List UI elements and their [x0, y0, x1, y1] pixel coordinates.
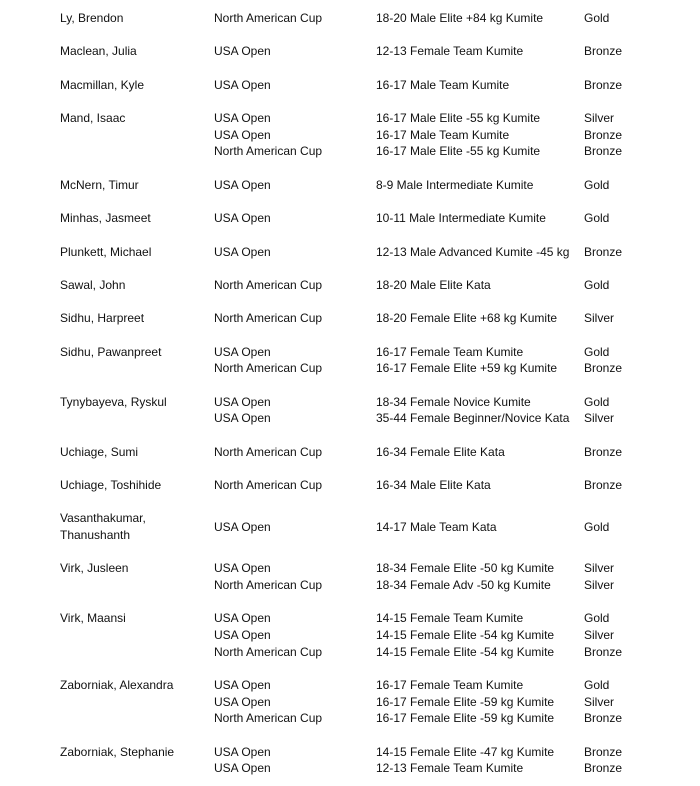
division-name: 16-17 Female Team Kumite	[376, 678, 524, 692]
athlete-entries	[214, 560, 700, 593]
medal-result: Bronze	[584, 144, 623, 159]
medal-result: Silver	[584, 411, 615, 426]
medal-result: Gold	[584, 211, 610, 226]
athlete-row	[0, 277, 700, 294]
division-name: 18-34 Female Adv -50 kg Kumite	[376, 578, 551, 593]
athlete-row	[0, 510, 700, 543]
athlete-entries	[214, 177, 700, 194]
division-name: 14-17 Male Team Kata	[376, 519, 497, 534]
result-entry	[214, 43, 700, 60]
event-name: USA Open	[214, 744, 271, 759]
result-entry	[214, 710, 700, 727]
athlete-name: Tynybayeva, Ryskul	[60, 394, 167, 409]
athlete-row	[0, 344, 700, 377]
event-name: USA Open	[214, 694, 271, 709]
medal-results-list	[0, 10, 700, 777]
medal-result: Silver	[584, 628, 615, 643]
athlete-entries	[214, 110, 700, 160]
athlete-entries	[214, 444, 700, 461]
athlete-row	[0, 244, 700, 261]
event-name: USA Open	[214, 77, 271, 92]
athlete-row	[0, 444, 700, 461]
division-name: 12-13 Female Team Kumite	[376, 761, 524, 776]
division-name: 16-17 Female Elite -59 kg Kumite	[376, 694, 555, 709]
result-entry	[214, 560, 700, 577]
athlete-name: Vasanthakumar, Thanushanth	[60, 511, 146, 543]
athlete-entries	[214, 244, 700, 261]
result-entry	[214, 644, 700, 661]
result-entry	[214, 477, 700, 494]
medal-result: Gold	[584, 344, 610, 359]
event-name: North American Cup	[214, 644, 323, 659]
result-entry	[214, 310, 700, 327]
medal-result: Bronze	[584, 644, 623, 659]
result-entry	[214, 694, 700, 711]
result-entry	[214, 410, 700, 427]
event-name: North American Cup	[214, 277, 323, 292]
medal-result: Bronze	[584, 127, 623, 142]
athlete-row	[0, 677, 700, 727]
result-entry	[214, 610, 700, 627]
athlete-name: Uchiage, Sumi	[60, 444, 139, 459]
medal-result: Gold	[584, 611, 610, 626]
athlete-name: Zaborniak, Alexandra	[60, 678, 174, 692]
athlete-name: Virk, Jusleen	[60, 561, 129, 576]
athlete-name: Zaborniak, Stephanie	[60, 744, 175, 759]
medal-result: Gold	[584, 11, 610, 25]
result-entry	[214, 744, 700, 761]
event-name: North American Cup	[214, 478, 323, 493]
event-name: North American Cup	[214, 361, 323, 376]
division-name: 14-15 Female Elite -54 kg Kumite	[376, 644, 555, 659]
athlete-entries	[214, 477, 700, 494]
athlete-entries	[214, 344, 700, 377]
athlete-entries	[214, 10, 700, 27]
athlete-name: Uchiage, Toshihide	[60, 478, 162, 493]
medal-result: Gold	[584, 394, 610, 409]
athlete-entries	[214, 677, 700, 727]
division-name: 16-17 Female Elite -59 kg Kumite	[376, 711, 555, 726]
athlete-row	[0, 10, 700, 27]
result-entry	[214, 10, 700, 27]
division-name: 18-34 Female Novice Kumite	[376, 394, 531, 409]
medal-result: Silver	[584, 561, 615, 576]
event-name: USA Open	[214, 244, 271, 259]
athlete-row	[0, 43, 700, 60]
athlete-entries	[214, 77, 700, 94]
division-name: 16-17 Male Team Kumite	[376, 127, 510, 142]
division-name: 18-20 Female Elite +68 kg Kumite	[376, 311, 558, 326]
division-name: 16-17 Male Elite -55 kg Kumite	[376, 144, 541, 159]
athlete-row	[0, 610, 700, 660]
division-name: 16-17 Male Team Kumite	[376, 77, 510, 92]
result-entry	[214, 127, 700, 144]
event-name: North American Cup	[214, 11, 323, 25]
athlete-entries	[214, 519, 700, 536]
athlete-name: Minhas, Jasmeet	[60, 211, 151, 226]
athlete-row	[0, 210, 700, 227]
event-name: North American Cup	[214, 144, 323, 159]
athlete-entries	[214, 610, 700, 660]
result-entry	[214, 344, 700, 361]
division-name: 35-44 Female Beginner/Novice Kata	[376, 411, 570, 426]
result-entry	[214, 77, 700, 94]
athlete-name: Virk, Maansi	[60, 611, 126, 626]
athlete-name: Sawal, John	[60, 277, 126, 292]
athlete-row	[0, 560, 700, 593]
division-name: 16-17 Female Team Kumite	[376, 344, 524, 359]
event-name: USA Open	[214, 177, 271, 192]
athlete-row	[0, 177, 700, 194]
event-name: USA Open	[214, 678, 271, 692]
medal-result: Bronze	[584, 478, 623, 493]
medal-result: Gold	[584, 519, 610, 534]
medal-result: Gold	[584, 678, 610, 692]
medal-result: Silver	[584, 111, 615, 126]
division-name: 8-9 Male Intermediate Kumite	[376, 177, 534, 192]
result-entry	[214, 360, 700, 377]
result-entry	[214, 110, 700, 127]
medal-result: Bronze	[584, 711, 623, 726]
division-name: 16-17 Male Elite -55 kg Kumite	[376, 111, 541, 126]
division-name: 16-17 Female Elite +59 kg Kumite	[376, 361, 558, 376]
medal-result: Bronze	[584, 361, 623, 376]
medal-result: Gold	[584, 277, 610, 292]
athlete-row	[0, 744, 700, 777]
event-name: USA Open	[214, 127, 271, 142]
event-name: USA Open	[214, 561, 271, 576]
result-entry	[214, 143, 700, 160]
division-name: 12-13 Female Team Kumite	[376, 44, 524, 59]
medal-result: Gold	[584, 177, 610, 192]
event-name: USA Open	[214, 111, 271, 126]
result-entry	[214, 210, 700, 227]
athlete-row	[0, 110, 700, 160]
athlete-entries	[214, 43, 700, 60]
athlete-row	[0, 310, 700, 327]
medal-result: Bronze	[584, 444, 623, 459]
medal-result: Bronze	[584, 77, 623, 92]
athlete-name: Macmillan, Kyle	[60, 77, 145, 92]
result-entry	[214, 177, 700, 194]
athlete-name: Maclean, Julia	[60, 44, 137, 59]
event-name: North American Cup	[214, 444, 323, 459]
event-name: USA Open	[214, 761, 271, 776]
athlete-name: Sidhu, Pawanpreet	[60, 344, 162, 359]
medal-result: Silver	[584, 578, 615, 593]
medal-result: Bronze	[584, 744, 623, 759]
division-name: 16-34 Male Elite Kata	[376, 478, 491, 493]
division-name: 16-34 Female Elite Kata	[376, 444, 505, 459]
event-name: USA Open	[214, 44, 271, 59]
athlete-row	[0, 77, 700, 94]
result-entry	[214, 677, 700, 694]
division-name: 12-13 Male Advanced Kumite -45 kg	[376, 244, 570, 259]
division-name: 14-15 Female Elite -54 kg Kumite	[376, 628, 555, 643]
medal-result: Silver	[584, 311, 615, 326]
result-entry	[214, 277, 700, 294]
event-name: USA Open	[214, 344, 271, 359]
athlete-entries	[214, 210, 700, 227]
result-entry	[214, 444, 700, 461]
result-entry	[214, 394, 700, 411]
division-name: 14-15 Female Team Kumite	[376, 611, 524, 626]
athlete-entries	[214, 277, 700, 294]
event-name: USA Open	[214, 628, 271, 643]
division-name: 18-34 Female Elite -50 kg Kumite	[376, 561, 555, 576]
result-entry	[214, 760, 700, 777]
division-name: 18-20 Male Elite +84 kg Kumite	[376, 11, 544, 25]
athlete-name: Mand, Isaac	[60, 111, 126, 126]
result-entry	[214, 577, 700, 594]
athlete-row	[0, 477, 700, 494]
event-name: USA Open	[214, 411, 271, 426]
result-entry	[214, 244, 700, 261]
division-name: 14-15 Female Elite -47 kg Kumite	[376, 744, 555, 759]
medal-result: Bronze	[584, 44, 623, 59]
event-name: USA Open	[214, 211, 271, 226]
athlete-name: Sidhu, Harpreet	[60, 311, 145, 326]
event-name: USA Open	[214, 611, 271, 626]
athlete-entries	[214, 310, 700, 327]
event-name: North American Cup	[214, 711, 323, 726]
athlete-entries	[214, 744, 700, 777]
event-name: USA Open	[214, 519, 271, 534]
medal-result: Silver	[584, 694, 615, 709]
medal-result: Bronze	[584, 761, 623, 776]
result-entry	[214, 627, 700, 644]
athlete-name: Ly, Brendon	[60, 11, 124, 25]
athlete-name: Plunkett, Michael	[60, 244, 152, 259]
event-name: North American Cup	[214, 311, 323, 326]
medal-result: Bronze	[584, 244, 623, 259]
athlete-row	[0, 394, 700, 427]
division-name: 10-11 Male Intermediate Kumite	[376, 211, 546, 226]
result-entry	[214, 519, 700, 536]
event-name: USA Open	[214, 394, 271, 409]
athlete-name: McNern, Timur	[60, 177, 139, 192]
athlete-entries	[214, 394, 700, 427]
event-name: North American Cup	[214, 578, 323, 593]
division-name: 18-20 Male Elite Kata	[376, 277, 491, 292]
